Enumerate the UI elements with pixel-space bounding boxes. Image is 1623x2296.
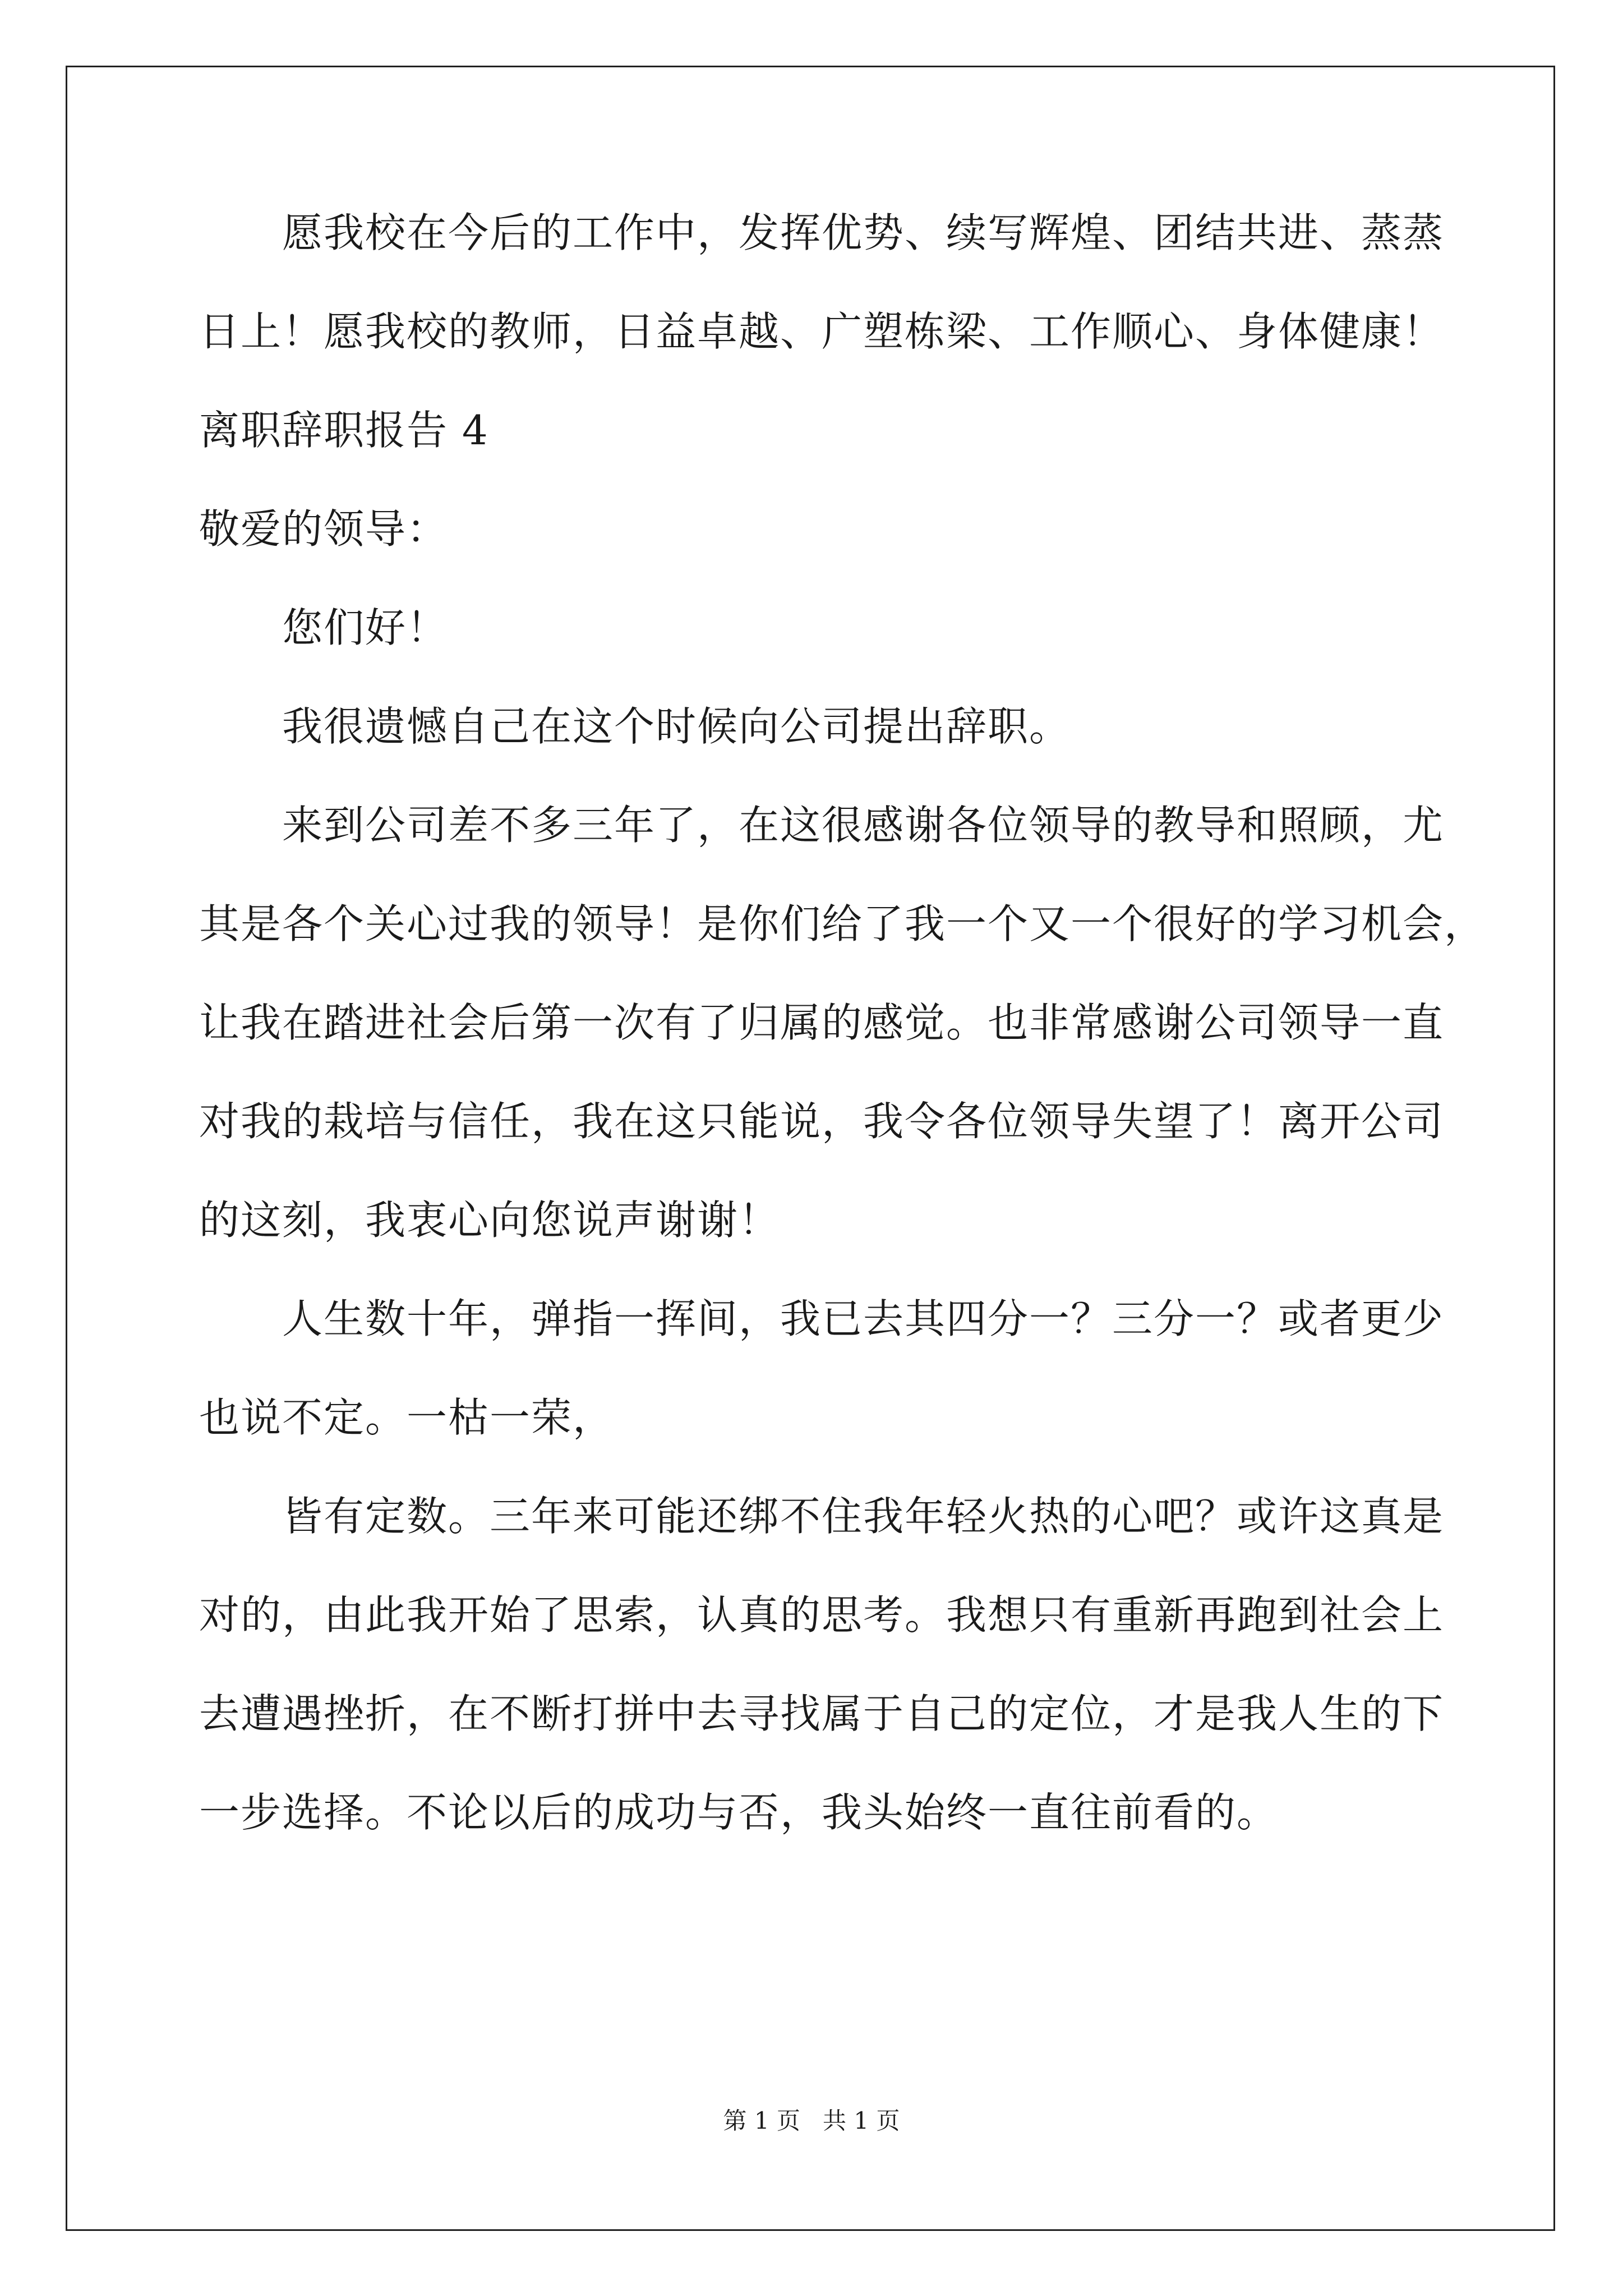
greeting: 您们好！ — [282, 604, 449, 651]
paragraph-line: 对的，由此我开始了思索，认真的思考。我想只有重新再跑到社会上 — [199, 1591, 1445, 1639]
page-footer: 第 1 页 共 1 页 — [723, 2107, 900, 2134]
paragraph-line: 也说不定。一枯一荣， — [199, 1394, 615, 1441]
paragraph-line: 来到公司差不多三年了，在这很感谢各位领导的教导和照顾，尤 — [282, 802, 1445, 849]
paragraph-line: 人生数十年，弹指一挥间，我已去其四分一？三分一？或者更少 — [282, 1295, 1445, 1342]
paragraph-line: 皆有定数。三年来可能还绑不住我年轻火热的心吧？或许这真是 — [282, 1493, 1445, 1540]
paragraph-line: 让我在踏进社会后第一次有了归属的感觉。也非常感谢公司领导一直 — [199, 999, 1445, 1046]
paragraph-line: 我很遗憾自己在这个时候向公司提出辞职。 — [282, 703, 1071, 750]
paragraph-line: 去遭遇挫折，在不断打拼中去寻找属于自己的定位，才是我人生的下 — [199, 1690, 1445, 1737]
paragraph-line: 一步选择。不论以后的成功与否，我头始终一直往前看的。 — [199, 1789, 1279, 1836]
paragraph-line: 愿我校在今后的工作中，发挥优势、续写辉煌、团结共进、蒸蒸 — [282, 209, 1445, 256]
paragraph-line: 其是各个关心过我的领导！是你们给了我一个又一个很好的学习机会， — [199, 900, 1486, 947]
report-heading: 离职辞职报告 4 — [199, 407, 489, 454]
paragraph-line: 日上！愿我校的教师，日益卓越、广塑栋梁、工作顺心、身体健康！ — [199, 308, 1445, 355]
salutation: 敬爱的领导： — [199, 505, 449, 553]
paragraph-line: 对我的栽培与信任，我在这只能说，我令各位领导失望了！离开公司 — [199, 1098, 1445, 1145]
paragraph-line: 的这刻，我衷心向您说声谢谢！ — [199, 1197, 781, 1244]
